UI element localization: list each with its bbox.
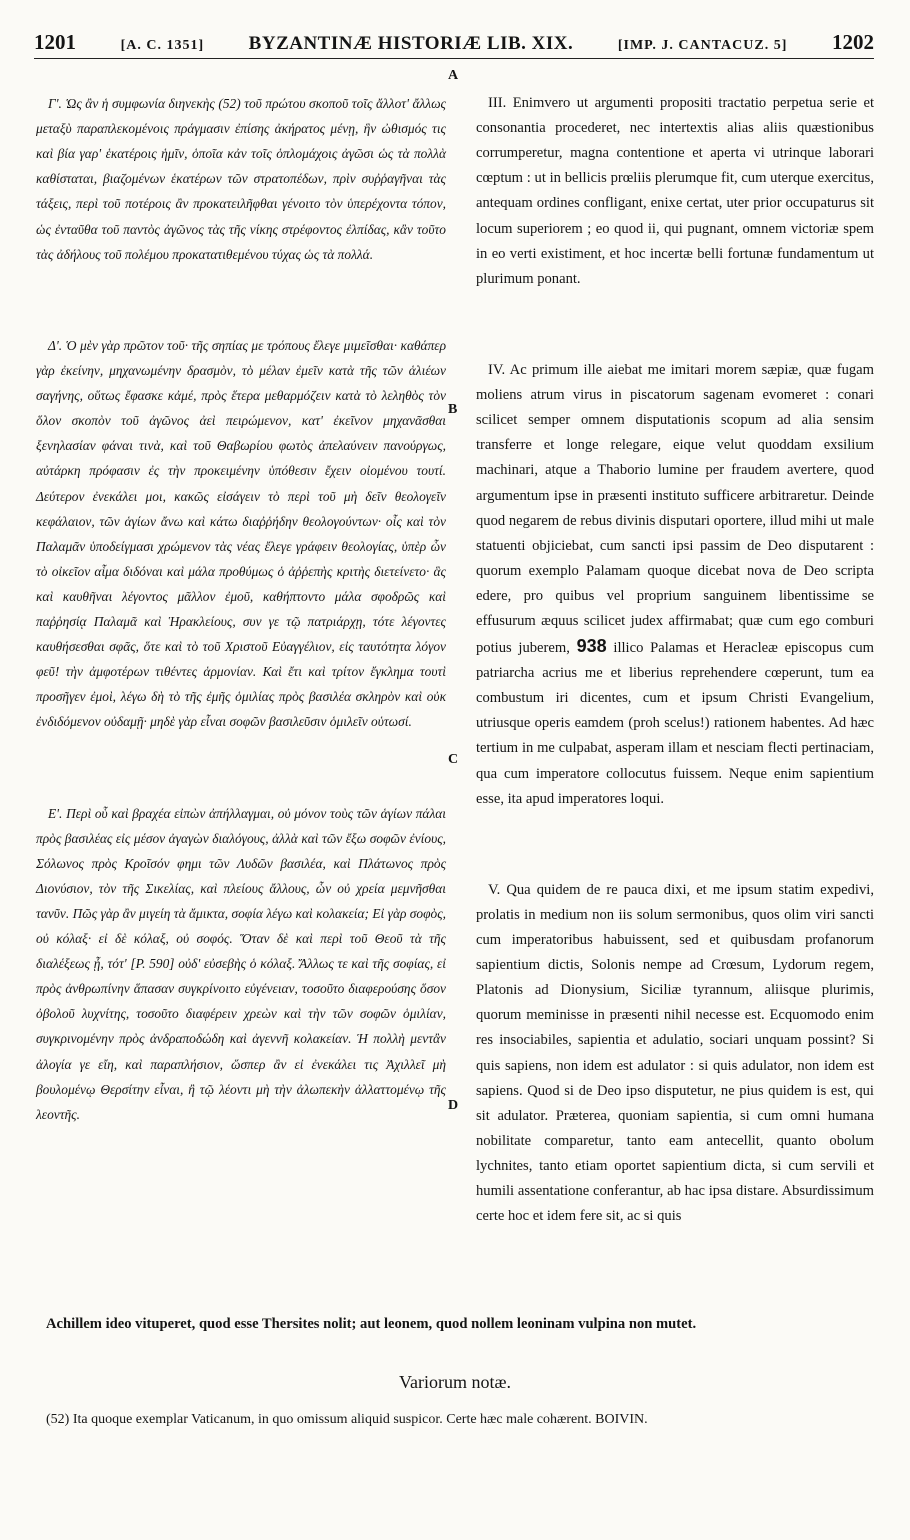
greek-paragraph-4: Δ'. Ὁ μὲν γὰρ πρῶτον τοῦ· τῆς σηπίας με τρόπους ἔλεγε μιμεῖσθαι· καθάπερ γὰρ ἐκείνην, μηχανωμένην δρασμὸν, τὸ μέλαν ἐμεῖν κατὰ τῆς τῶν ἁλιέων σαγήνης, οὕτως ἔφασκε κἀμέ, πρὸς ἕτερα μεθαρμόζειν κατὰ τὸ λεληθὸς τὸν ὅλον σκοπὸν τοῦ ἀγῶνος ἀεὶ πειρώμενον, κατ' ἐκεῖνον μηχανᾶσθαι ξενηλασίαν φάναι τινὰ, καὶ τοῦ Θαβωρίου φωτὸς ἀπελαύνειν πανούργως, αὐτάρκη πρόφασιν ἐς τὴν προκειμένην ὑπόθεσιν ἔχειν οἰομένου τουτί. Δεύτερον ἐνεκάλει μοι, κακῶς εἰσάγειν τὸ περὶ τοῦ μὴ δεῖν θεολογεῖν κεφάλαιον, τῶν ἁγίων ἄνω καὶ κάτω διαῤῥήδην θεολογούντων· οἷς καὶ τὸν Παλαμᾶν ὑποδείγμασι χρώμενον τὰς νέας ἔλεγε γράφειν θεολογίας, ὑπὲρ ὧν τὸ οἰκεῖον αἷμα διδόναι καὶ μάλα προθύμως ὁ ἀῤῥεπὴς κριτὴς διετείνετο· ἃς καὶ καυθῆναι λέγοντος μᾶλλον ἐμοῦ, καθήπτοντο μάλα σφοδρῶς καὶ παῤῥησίᾳ Παλαμᾶ καὶ Ἡρακλείους, συν γε τῷ πατριάρχῃ, τότε λέγοντες καυθήσεσθαι σφᾶς, ὅτε καὶ τὸ τοῦ Χριστοῦ Εὐαγγέλιον, εἰς ταυτότητα λόγον φεῦ! τὴν ἀμφοτέρων τιθέντες ἁρμονίαν. Καὶ ἔτι καὶ τρίτον ἔγκλημα τουτὶ προσῆγεν ἐμοὶ, λέγω δὴ τὸ τῆς ἐμῆς ὁμιλίας πρὸς βασιλέα σκληρὸν καὶ οὐκ ἐνδιδόμενον οὐδαμῇ· μηδὲ γὰρ εἶναι σοφῶν βασιλεῦσιν ὁμιλεῖν οὑτωσί.	[36, 337, 446, 730]
margin-letter-d: D	[448, 1098, 459, 1113]
running-title: BYZANTINÆ HISTORIÆ LIB. XIX.	[248, 33, 574, 54]
left-page-number: 1201	[34, 30, 76, 54]
latin-paragraph-4	[476, 358, 874, 812]
latin-continuation-line: Achillem ideo vituperet, quod esse Thersites nolit; aut leonem, quod nollem leoninam vulpina non mutet.	[46, 1316, 697, 1332]
margin-letter-b: B	[448, 402, 458, 417]
latin-paragraph-4-part-a: IV. Ac primum ille aiebat me imitari morem sæpiæ, quæ fugam moliens atrum virus in piscatorum sagenam evomeret : conari scilicet semper omnem disputationis scopum ad alia sensim transferre et longe relegare, eique velut quoddam exsilium machinari, atque a Thaborio lumine per fraudem avertere, quod argumentum ipse in præsenti instituto sufficere arbitraretur. Deinde quod negarem de rebus divinis disputari oportere, illud mihi ut male statuenti objiciebat, cum sancti ipsi passim de Deo disputarent : quorum exemplo Palamam quoque dicebat nova de Deo scripta edere, pro quibus vel proprium sanguinem libentissime se effusurum æquus scilicet judex affirmabat; quæ cum ego comburi potius juberem,	[476, 362, 874, 657]
year-tag: [A. C. 1351]	[120, 38, 205, 53]
greek-column	[36, 66, 446, 1152]
latin-paragraph-5: V. Qua quidem de re pauca dixi, et me ipsum statim expedivi, prolatis in medium non iis solum sermonibus, quos olim viri sancti cum imperatoribus habuissent, sed et quibusdam profanorum sapientium dictis, Solonis nempe ad Crœsum, Lydorum regem, Platonis ad Dionysium, Siciliæ tyrannum, aliisque plurimis, quorum meminisse in præsenti nihil necesse est. Ecquomodo enim res insociabiles, sapientia et adulatio, sociari unquam possint? Si quis sapiens, non idem est adulator : si quis adulator, non idem est sapiens. Quod si de Deo ipso disputetur, ne pius quidem is est, qui sit adulator. Præterea, quoniam sapientia, si cum omni humana nobilitate comparetur, tanto eam antecellit, quanto obolum lychnites, tanto etiam oportet sapientium dicta, si cum servili et humili assentatione conferantur, ab hac ipsa distare. Absurdissimum certe hoc et idem fere sit, ac si quis	[476, 881, 874, 1225]
greek-paragraph-3: Γ'. Ὡς ἂν ἡ συμφωνία διηνεκὴς (52) τοῦ πρώτου σκοποῦ τοῖς ἄλλοτ' ἄλλως μεταξὺ παραπλεκομένοις πράγμασιν ἐπίσης ἀκήρατος μένῃ, ἣν ὠθισμός τις καὶ βία γαρ' ἑκατέροις ἡμῖν, ὁποῖα κἀν τοῖς ὁπλομάχοις ἀγῶσι ὡς τὰ πολλὰ καθίσταται, βιαζομένων ἑκατέρων τῶν στρατοπέδων, πρὶν συῤῥαγῆναι τὰς τάξεις, περὶ τοῦ ποτέροις ἂν προκατειλῆφθαι γένοιτο τὸν ὑπερέχοντα τόπον, ὡς ἐνταῦθα τοῦ παντὸς ἀγῶνος τὰς τῆς νίκης στρέφοντος ἐλπίδας, κἂν τοῦτο τὰς ἀδήλους τοῦ πολέμου προκατατιθεμένου τύχας ὡς τὰ πολλά.	[36, 96, 446, 262]
latin-column	[476, 66, 874, 1254]
right-page-number: 1202	[831, 30, 874, 54]
running-header	[34, 30, 874, 59]
edition-page-marker: 938	[576, 636, 607, 657]
margin-letter-c: C	[448, 752, 459, 767]
greek-paragraph-5: Ε'. Περὶ οὗ καὶ βραχέα εἰπὼν ἀπήλλαγμαι, οὐ μόνον τοὺς τῶν ἁγίων πάλαι πρὸς βασιλέας εἰς μέσον ἀγαγὼν διαλόγους, ἀλλὰ καὶ τῶν ἔξω σοφῶν ἐνίους, Σόλωνος πρὸς Κροῖσόν φημι τῶν Λυδῶν βασιλέα, καὶ Πλάτωνος πρὸς Διονύσιον, τὸν τῆς Σικελίας, καὶ πλείους ἄλλους, ὧν οὐ χρεία μεμνῆσθαι τανῦν. Πῶς γὰρ ἂν μιγείη τὰ ἄμικτα, σοφία λέγω καὶ κολακεία; Εἰ γὰρ σοφὸς, οὐ κόλαξ· εἰ δὲ κόλαξ, οὐ σοφός. Ὅταν δὲ καὶ περὶ τοῦ Θεοῦ τὰ τῆς διαλέξεως ᾖ, τότ' [P. 590] οὐδ' εὐσεβὴς ὁ κόλαξ. Ἄλλως τε καὶ τῆς σοφίας, εἰ πρὸς ἀνθρωπίνην ἅπασαν συγκρίνοιτο εὐγένειαν, τοσοῦτο διαφερούσης ὅσον ὀβολοῦ λυχνίτης, τοσοῦτο διαφέρειν χρεὼν καὶ τὴν τῶν σοφῶν ὁμιλίαν, συγκρινομένην πρὸς ἀνδραποδώδη καὶ ἀγεννῆ κολακείαν. Ἡ πολλὴ μεντἂν ἀλογία γε εἴη, καὶ παραπλήσιον, ὥσπερ ἂν εἰ ἐνεκάλει τις Ἀχιλλεῖ μὴ βουλομένῳ Θερσίτην εἶναι, ἢ τῷ λέοντι μὴ τὴν ἀλωπεκὴν ἀλλαττομένῳ τῆς λεοντῆς.	[36, 805, 446, 1122]
notes-title: Variorum notæ.	[399, 1372, 511, 1392]
margin-letter-a: A	[448, 68, 459, 83]
latin-paragraph-4-part-b: illico Palamas et Heracleæ episcopus cum patriarcha acrius me et liberius reprehendere cœperunt, tum ea combustum iri dicentes, cum et ipsum Christi Evangelium, utriusque operis eamdem (proh scelus!) rationem habentes. Ad hæc tertium in me culpabat, asperam illam et nesciam flecti pertinaciam, qua cum imperatore collocutus fuissem. Neque enim sapientium esse, ita apud imperatores loqui.	[476, 640, 874, 807]
latin-paragraph-3: III. Enimvero ut argumenti propositi tractatio perpetua serie et consonantia procederet, nec intertextis alias aliis quæstionibus corrumperetur, magna contentione et aperta vi utrinque laborari cœptum : ut in bellicis prœliis plerumque fit, cum uterque exercitus, antequam ordines confligant, enixe certat, uter prior occupaturus sit locum superiorem ; eo quod ii, qui pugnant, omnem victoriæ spem in eo verti existiment, et hoc incertæ belli fortunæ fundamentum ut plurimum ponant.	[476, 95, 874, 287]
footnote: (52) Ita quoque exemplar Vaticanum, in quo omissum aliquid suspicor. Certe hæc male cohærent. BOIVIN.	[46, 1412, 648, 1427]
emperor-tag: [IMP. J. CANTACUZ. 5]	[617, 38, 788, 53]
